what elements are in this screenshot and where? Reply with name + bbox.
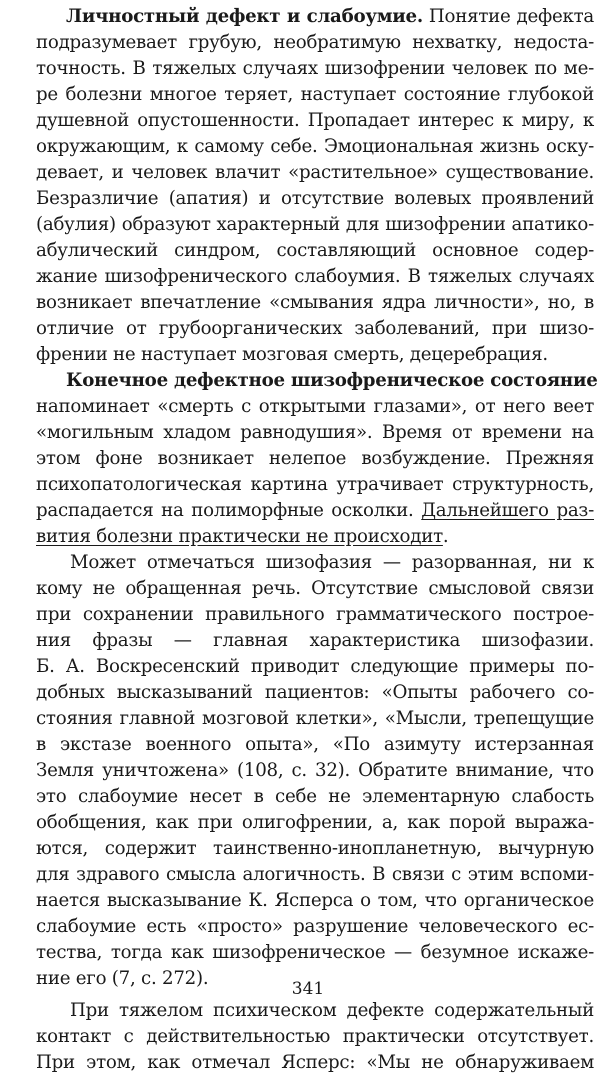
- text-line: Может отмечаться шизофазия — разорванная, ни к: [70, 552, 594, 573]
- text-line: душевной опустошенности. Пропадает интерес к миру, к: [36, 110, 594, 131]
- text-line: ние его (7, с. 272).: [36, 968, 209, 989]
- text-line: подразумевает грубую, необратимую нехватку, недоста-: [36, 32, 594, 53]
- text-line: отличие от грубоорганических заболеваний, при шизо-: [36, 318, 594, 339]
- text-line: Б. А. Воскресенский приводит следующие примеры по-: [36, 656, 594, 677]
- text-run: Понятие дефекта: [422, 6, 594, 27]
- text-line: абулический синдром, составляющий основное содер-: [36, 240, 594, 261]
- text-run: .: [442, 526, 449, 547]
- text-line: ре болезни многое теряет, наступает состояние глубокой: [36, 84, 594, 105]
- text-line: точность. В тяжелых случаях шизофрении человек по ме-: [36, 58, 594, 79]
- text-line: При этом, как отмечал Ясперс: «Мы не обнаруживаем: [36, 1052, 594, 1073]
- text-line: При тяжелом психическом дефекте содержательный: [70, 1000, 594, 1021]
- text-line: этом фоне возникает нелепое возбуждение. Прежняя: [36, 448, 594, 469]
- text-line: (абулия) образуют характерный для шизофрении апатико-: [36, 214, 594, 235]
- text-line: возникает впечатление «смывания ядра личности», но, в: [36, 292, 594, 313]
- text-line: психопатологическая картина утрачивает структурность,: [36, 474, 594, 495]
- text-line: в экстазе военного опыта», «По азимуту истерзанная: [36, 734, 594, 755]
- body-text: [36, 4, 598, 1076]
- text-line: кому не обращенная речь. Отсутствие смысловой связи: [36, 578, 594, 599]
- text-line: тества, тогда как шизофреническое — безумное искаже-: [36, 942, 594, 963]
- paragraph-1-line-1: [36, 4, 594, 30]
- text-line: жание шизофренического слабоумия. В тяжелых случаях: [36, 266, 594, 287]
- text-line: [36, 498, 594, 524]
- text-line: френии не наступает мозговая смерть, децеребрация.: [36, 344, 548, 365]
- text-line: стояния главной мозговой клетки», «Мысли, трепещущие: [36, 708, 594, 729]
- text-line: Безразличие (апатия) и отсутствие волевых проявлений: [36, 188, 594, 209]
- text-line: окружающим, к самому себе. Эмоциональная жизнь оску-: [36, 136, 594, 157]
- underlined-text: вития болезни практически не происходит: [36, 526, 443, 547]
- section-heading-defect: Личностный дефект и слабоумие.: [66, 6, 423, 27]
- text-line: ния фразы — главная характеристика шизофазии.: [36, 630, 594, 651]
- text-line: нается высказывание К. Ясперса о том, что органическое: [36, 890, 594, 911]
- section-heading-final-state: Конечное дефектное шизофреническое состояние: [66, 370, 598, 391]
- text-line: девает, и человек влачит «растительное» существование.: [36, 162, 594, 183]
- text-line: «могильным хладом равнодушия». Время от времени на: [36, 422, 594, 443]
- text-line: для здравого смысла алогичность. В связи с этим вспоми-: [36, 864, 594, 885]
- text-line: ются, содержит таинственно-инопланетную, вычурную: [36, 838, 594, 859]
- text-line: [36, 524, 594, 550]
- text-line: добных высказываний пациентов: «Опыты рабочего со-: [36, 682, 594, 703]
- text-line: это слабоумие несет в себе не элементарную слабость: [36, 786, 594, 807]
- text-line: напоминает «смерть с открытыми глазами», от него веет: [36, 396, 594, 417]
- underlined-text: Дальнейшего раз-: [421, 500, 595, 521]
- text-line: при сохранении правильного грамматического построе-: [36, 604, 594, 625]
- page-number: 341: [291, 979, 325, 999]
- text-line: контакт с действительностью практически отсутствует.: [36, 1026, 594, 1047]
- text-line: слабоумие есть «просто» разрушение человеческого ес-: [36, 916, 594, 937]
- text-line: Земля уничтожена» (108, с. 32). Обратите внимание, что: [36, 760, 594, 781]
- text-line: обобщения, как при олигофрении, а, как порой выража-: [36, 812, 594, 833]
- text-run: распадается на полиморфные осколки.: [36, 500, 422, 521]
